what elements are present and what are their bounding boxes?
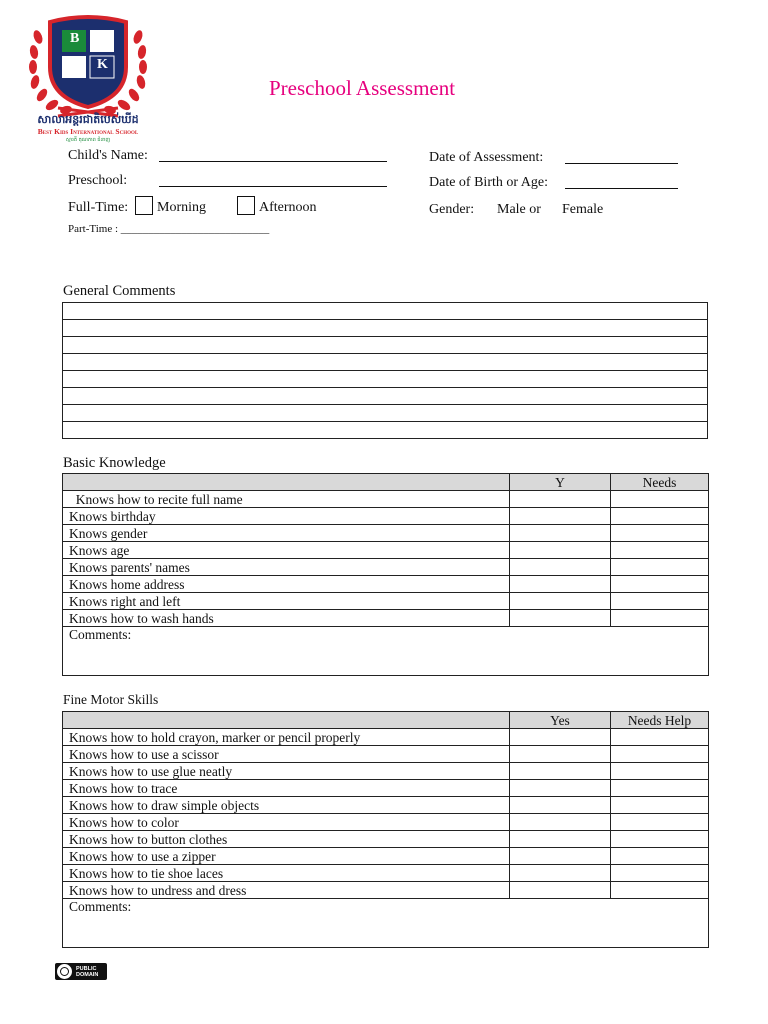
skill-label: Knows how to button clothes	[63, 831, 510, 848]
comments-label: Comments:	[69, 627, 132, 642]
table-row	[63, 576, 709, 593]
skill-label: Knows how to draw simple objects	[63, 797, 510, 814]
needs-help-cell[interactable]	[611, 797, 709, 814]
preschool-label: Preschool:	[68, 173, 128, 188]
comment-line[interactable]	[63, 405, 708, 422]
needs-help-cell[interactable]	[611, 814, 709, 831]
y-cell[interactable]	[510, 525, 611, 542]
gender-label: Gender:	[429, 202, 475, 217]
skill-label: Knows right and left	[63, 593, 510, 610]
y-cell[interactable]	[510, 593, 611, 610]
yes-cell[interactable]	[510, 729, 611, 746]
table-header-row	[63, 474, 709, 491]
needs-cell[interactable]	[611, 508, 709, 525]
needs-help-cell[interactable]	[611, 780, 709, 797]
needs-cell[interactable]	[611, 576, 709, 593]
comments-row[interactable]	[63, 627, 709, 676]
needs-cell[interactable]	[611, 593, 709, 610]
column-header-needs: Needs	[611, 474, 709, 491]
y-cell[interactable]	[510, 576, 611, 593]
skill-label: Knows gender	[63, 525, 510, 542]
column-header-yes: Yes	[510, 712, 611, 729]
comments-row[interactable]	[63, 899, 709, 948]
comment-line[interactable]	[63, 337, 708, 354]
skill-label: Knows how to recite full name	[63, 491, 510, 508]
fine-motor-skills-title: Fine Motor Skills	[63, 692, 159, 707]
column-header-skill	[63, 474, 510, 491]
comment-line[interactable]	[63, 354, 708, 371]
public-domain-icon	[57, 964, 72, 979]
date-of-birth-label: Date of Birth or Age:	[429, 175, 548, 190]
needs-help-cell[interactable]	[611, 763, 709, 780]
needs-cell[interactable]	[611, 610, 709, 627]
page-title: Preschool Assessment	[269, 76, 456, 100]
y-cell[interactable]	[510, 610, 611, 627]
date-of-assessment-label: Date of Assessment:	[429, 150, 544, 165]
yes-cell[interactable]	[510, 882, 611, 899]
school-logo	[18, 12, 158, 147]
preschool-field[interactable]	[159, 186, 387, 187]
afternoon-label: Afternoon	[259, 200, 317, 215]
morning-label: Morning	[157, 200, 206, 215]
y-cell[interactable]	[510, 491, 611, 508]
skill-label: Knows how to tie shoe laces	[63, 865, 510, 882]
table-row	[63, 525, 709, 542]
table-row	[63, 729, 709, 746]
needs-help-cell[interactable]	[611, 882, 709, 899]
table-row	[63, 593, 709, 610]
public-domain-badge[interactable]	[55, 963, 107, 980]
logo-letter-k: K	[97, 57, 108, 72]
needs-cell[interactable]	[611, 559, 709, 576]
logo-letter-b: B	[70, 31, 80, 46]
skill-label: Knows how to use a scissor	[63, 746, 510, 763]
needs-help-cell[interactable]	[611, 848, 709, 865]
skill-label: Knows how to undress and dress	[63, 882, 510, 899]
school-name-en: Best Kids International School	[37, 127, 139, 136]
table-row	[63, 491, 709, 508]
yes-cell[interactable]	[510, 865, 611, 882]
table-row	[63, 797, 709, 814]
table-row	[63, 865, 709, 882]
needs-cell[interactable]	[611, 525, 709, 542]
yes-cell[interactable]	[510, 746, 611, 763]
basic-knowledge-table	[62, 473, 709, 676]
column-header-skill	[63, 712, 510, 729]
yes-cell[interactable]	[510, 831, 611, 848]
child-name-field[interactable]	[159, 161, 387, 162]
general-comments-box[interactable]	[62, 302, 708, 439]
comments-label: Comments:	[69, 899, 132, 914]
yes-cell[interactable]	[510, 848, 611, 865]
table-row	[63, 746, 709, 763]
morning-checkbox[interactable]	[135, 196, 153, 215]
y-cell[interactable]	[510, 508, 611, 525]
skill-label: Knows parents' names	[63, 559, 510, 576]
table-row	[63, 882, 709, 899]
comment-line[interactable]	[63, 371, 708, 388]
gender-female-option[interactable]: Female	[562, 202, 604, 217]
table-row	[63, 814, 709, 831]
school-name-km: សាលាអន្តរជាតិបេស់ឃីដ	[37, 113, 139, 126]
needs-help-cell[interactable]	[611, 746, 709, 763]
skill-label: Knows how to use glue neatly	[63, 763, 510, 780]
skill-label: Knows how to color	[63, 814, 510, 831]
y-cell[interactable]	[510, 559, 611, 576]
basic-knowledge-title: Basic Knowledge	[63, 455, 166, 471]
needs-cell[interactable]	[611, 542, 709, 559]
full-time-label: Full-Time:	[68, 200, 129, 215]
table-header-row	[63, 712, 709, 729]
date-of-birth-field[interactable]	[565, 188, 678, 189]
license-line-2: DOMAIN	[76, 971, 99, 978]
yes-cell[interactable]	[510, 780, 611, 797]
y-cell[interactable]	[510, 542, 611, 559]
comment-line[interactable]	[63, 320, 708, 337]
needs-help-cell[interactable]	[611, 729, 709, 746]
school-motto: ស្មារតី គុណភាព ជំនាញ	[65, 137, 111, 143]
comments-cell[interactable]	[63, 899, 709, 948]
child-name-label: Child's Name:	[68, 148, 148, 163]
skill-label: Knows how to use a zipper	[63, 848, 510, 865]
gender-male-option[interactable]: Male or	[497, 202, 541, 217]
table-row	[63, 831, 709, 848]
part-time-label[interactable]: Part-Time : ___________________________	[68, 223, 270, 235]
yes-cell[interactable]	[510, 763, 611, 780]
yes-cell[interactable]	[510, 797, 611, 814]
table-row	[63, 780, 709, 797]
date-of-assessment-field[interactable]	[565, 163, 678, 164]
fine-motor-skills-table	[62, 711, 709, 948]
needs-help-cell[interactable]	[611, 831, 709, 848]
table-row	[63, 763, 709, 780]
column-header-needs-help: Needs Help	[611, 712, 709, 729]
needs-help-cell[interactable]	[611, 865, 709, 882]
skill-label: Knows how to hold crayon, marker or pencil properly	[63, 729, 510, 746]
general-comments-title: General Comments	[63, 283, 176, 299]
afternoon-checkbox[interactable]	[237, 196, 255, 215]
skill-label: Knows birthday	[63, 508, 510, 525]
comment-line[interactable]	[63, 388, 708, 405]
skill-label: Knows age	[63, 542, 510, 559]
yes-cell[interactable]	[510, 814, 611, 831]
table-row	[63, 610, 709, 627]
comments-cell[interactable]	[63, 627, 709, 676]
comment-line[interactable]	[63, 303, 708, 320]
table-row	[63, 848, 709, 865]
table-row	[63, 508, 709, 525]
skill-label: Knows home address	[63, 576, 510, 593]
skill-label: Knows how to wash hands	[63, 610, 510, 627]
comment-line[interactable]	[63, 422, 708, 439]
table-row	[63, 559, 709, 576]
column-header-y: Y	[510, 474, 611, 491]
table-row	[63, 542, 709, 559]
needs-cell[interactable]	[611, 491, 709, 508]
license-line-1: PUBLIC	[76, 965, 97, 972]
skill-label: Knows how to trace	[63, 780, 510, 797]
